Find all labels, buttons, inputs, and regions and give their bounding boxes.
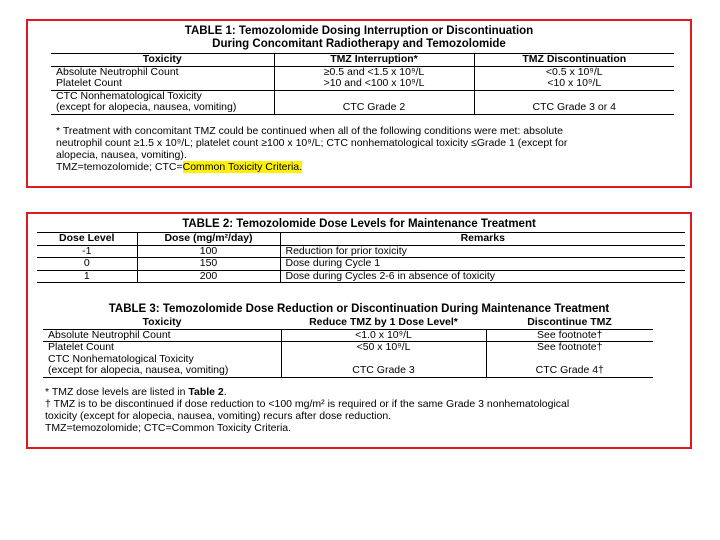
- table-row: [43, 354, 653, 378]
- table2-cell-level: -1: [82, 244, 92, 257]
- table1-cell-discontinuation: <0.5 x 10⁹/L: [474, 66, 674, 78]
- table3-title: TABLE 3: Temozolomide Dose Reduction or Discontinuation During Maintenance Treatment: [108, 303, 610, 315]
- table2-3-panel: [26, 212, 692, 449]
- table3-cell-toxicity: [43, 354, 281, 378]
- table3-note-table-ref: Table 2: [188, 386, 224, 398]
- table3-cell-discontinue: See footnote†: [486, 329, 653, 342]
- table3-note-text: * TMZ dose levels are listed in: [45, 386, 189, 398]
- table3-cell-toxicity: Absolute Neutrophil Count: [48, 328, 171, 341]
- table1-cell-toxicity: Platelet Count: [56, 77, 122, 89]
- table3-cell-toxicity: Platelet Count: [48, 341, 114, 353]
- table-row: [37, 258, 685, 271]
- table1-cell-interruption: ≥0.5 and <1.5 x 10⁹/L: [274, 66, 474, 78]
- table3-header-toxicity: Toxicity: [142, 316, 182, 328]
- table2-header-level: Dose Level: [59, 232, 115, 244]
- table2-cell-remarks: Reduction for prior toxicity: [280, 245, 685, 258]
- table1-footnotes: [56, 125, 686, 173]
- table1-note-abbrev: TMZ=temozolomide; CTC=: [56, 161, 183, 173]
- table2-title: TABLE 2: Temozolomide Dose Levels for Maintenance Treatment: [182, 218, 536, 230]
- table1-cell-toxicity-line2: (except for alopecia, nausea, vomiting): [56, 101, 237, 113]
- table1-cell-discontinuation: CTC Grade 3 or 4: [474, 90, 674, 114]
- table1-note-line: * Treatment with concomitant TMZ could be continued when all of the following conditions were met: absolute: [56, 125, 563, 137]
- table1-cell-discontinuation: <10 x 10⁹/L: [474, 78, 674, 90]
- table3-note-line: † TMZ is to be discontinued if dose reduction to <100 mg/m² is required or if the same Grade 3 nonhematological: [45, 398, 570, 410]
- table3-cell-reduce: <50 x 10⁹/L: [281, 342, 486, 354]
- table2: [37, 232, 685, 283]
- table1-header-interruption: TMZ Interruption*: [274, 54, 474, 67]
- table3-cell-reduce: CTC Grade 3: [281, 354, 486, 378]
- table2-cell-level: 0: [83, 257, 90, 269]
- table3: [43, 317, 653, 378]
- table1-title-line1: TABLE 1: Temozolomide Dosing Interruption or Discontinuation: [184, 25, 534, 37]
- table2-cell-dose: 100: [137, 245, 280, 258]
- table3-cell-toxicity-line2: (except for alopecia, nausea, vomiting): [48, 364, 229, 376]
- table1-cell-interruption: >10 and <100 x 10⁹/L: [274, 78, 474, 90]
- table3-header-reduce: Reduce TMZ by 1 Dose Level*: [309, 316, 458, 328]
- table2-header-row: [37, 233, 685, 246]
- table3-note-line: toxicity (except for alopecia, nausea, vomiting) recurs after dose reduction.: [45, 410, 392, 422]
- table3-cell-reduce: <1.0 x 10⁹/L: [281, 329, 486, 342]
- table1-note-line: neutrophil count ≥1.5 x 10⁹/L; platelet count ≥100 x 10⁹/L; CTC nonhematological toxicity ≤Grade 1 (except for: [56, 137, 568, 149]
- table3-note-line: TMZ=temozolomide; CTC=Common Toxicity Criteria.: [45, 422, 292, 434]
- table1-panel: [26, 19, 692, 188]
- table3-header-discontinue: Discontinue TMZ: [527, 316, 612, 328]
- table2-cell-remarks: Dose during Cycles 2-6 in absence of toxicity: [280, 270, 685, 283]
- table3-cell-discontinue: CTC Grade 4†: [486, 354, 653, 378]
- table3-header-row: [43, 317, 653, 329]
- highlighted-text: Common Toxicity Criteria.: [182, 161, 303, 173]
- table-row: [37, 245, 685, 258]
- table3-note-line: [45, 386, 685, 398]
- table-row: [51, 78, 674, 90]
- table1-title-line2: During Concomitant Radiotherapy and Temozolomide: [212, 38, 506, 50]
- table-row: [37, 270, 685, 283]
- table2-cell-remarks: Dose during Cycle 1: [280, 258, 685, 271]
- table2-header-remarks: Remarks: [280, 233, 685, 246]
- table-row: [43, 329, 653, 342]
- table-row: [51, 90, 674, 114]
- table1: [51, 53, 674, 115]
- table1-note-line: [56, 161, 686, 173]
- table1-cell-toxicity: Absolute Neutrophil Count: [56, 65, 179, 78]
- table1-cell-interruption: CTC Grade 2: [274, 90, 474, 114]
- table2-cell-level: 1: [83, 269, 90, 282]
- table3-cell-toxicity-line1: CTC Nonhematological Toxicity: [48, 352, 194, 365]
- table3-cell-discontinue: See footnote†: [486, 342, 653, 354]
- table1-cell-toxicity: [51, 90, 274, 114]
- table1-header-toxicity: Toxicity: [142, 53, 182, 65]
- table2-header-dose: Dose (mg/m²/day): [137, 233, 280, 246]
- table1-cell-toxicity-line1: CTC Nonhematological Toxicity: [56, 89, 202, 102]
- table-row: [43, 342, 653, 354]
- table3-note-text: .: [223, 386, 227, 398]
- table1-header-row: [51, 54, 674, 67]
- table2-cell-dose: 150: [137, 258, 280, 271]
- table2-cell-dose: 200: [137, 270, 280, 283]
- table3-footnotes: [45, 386, 685, 434]
- table1-note-line: alopecia, nausea, vomiting).: [56, 149, 187, 161]
- table1-header-discontinuation: TMZ Discontinuation: [474, 54, 674, 67]
